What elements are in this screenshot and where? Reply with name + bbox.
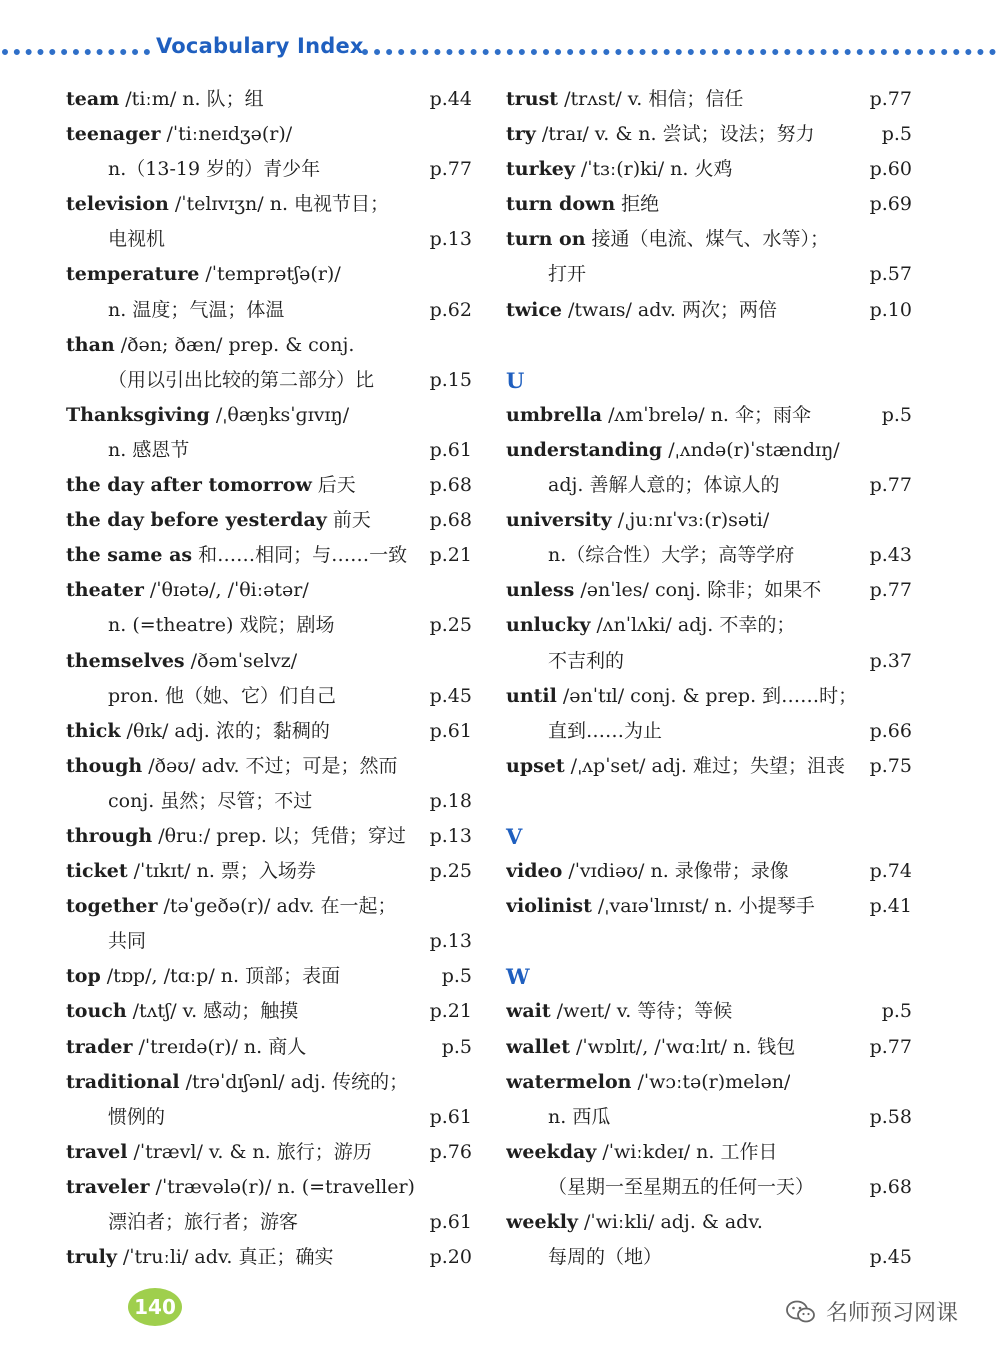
dotted-rule-left: [2, 49, 150, 55]
definition: n. 温度；气温；体温: [108, 298, 285, 321]
headword: violinist: [506, 895, 592, 918]
headword: together: [66, 895, 158, 918]
entry-line: [66, 573, 472, 608]
headword: than: [66, 333, 115, 356]
entry-text: [506, 538, 794, 573]
entry-text: [66, 187, 389, 222]
headword: television: [66, 193, 169, 216]
entry-continuation-line: [506, 1100, 912, 1135]
page-reference: p.20: [429, 1246, 472, 1269]
entry-text: [506, 749, 845, 784]
entry-continuation-line: [66, 293, 472, 328]
definition: 电视机: [108, 228, 166, 251]
headword: touch: [66, 1000, 127, 1023]
entry-line: [66, 328, 472, 363]
entry-line: [66, 819, 472, 854]
entry-text: [506, 433, 840, 468]
page-reference: p.5: [881, 403, 912, 426]
headword: traveler: [66, 1175, 150, 1198]
entry-text: [66, 1135, 372, 1170]
entry-line: [506, 187, 912, 222]
definition: 和……相同；与……一致: [198, 544, 408, 567]
entry-line: [66, 959, 472, 994]
page-reference: p.62: [429, 298, 472, 321]
definition: 每周的（地）: [548, 1246, 663, 1269]
definition: pron. 他（她、它）们自己: [108, 684, 337, 707]
definition: /ˈtruːli/ adv. 真正；确实: [122, 1246, 334, 1269]
section-spacer: [506, 784, 912, 819]
entry-text: [66, 1205, 298, 1240]
entry-line: [66, 644, 472, 679]
headword: turkey: [506, 158, 575, 181]
headword: trader: [66, 1035, 133, 1058]
headword: top: [66, 965, 101, 988]
definition: 共同: [108, 930, 147, 953]
definition: conj. 虽然；尽管；不过: [108, 789, 313, 812]
headword: video: [506, 860, 563, 883]
entry-text: [66, 1170, 415, 1205]
headword: university: [506, 509, 612, 532]
definition: /ˈtɜː(r)ki/ n. 火鸡: [580, 158, 733, 181]
entry-line: [506, 503, 912, 538]
definition: 惯例的: [108, 1105, 166, 1128]
headword: the same as: [66, 544, 193, 567]
entry-text: [506, 573, 821, 608]
definition: 打开: [548, 263, 587, 286]
entry-line: [506, 889, 912, 924]
entry-text: [66, 433, 189, 468]
entry-line: [506, 433, 912, 468]
headword: teenager: [66, 123, 161, 146]
entry-text: [506, 293, 777, 328]
section-letter-label: V: [506, 823, 523, 849]
entry-continuation-line: [66, 784, 472, 819]
entry-line: [66, 538, 472, 573]
page-number-badge: 140: [128, 1288, 182, 1326]
page-reference: p.5: [441, 965, 472, 988]
definition: /twaɪs/ adv. 两次；两倍: [568, 298, 777, 321]
section-spacer: [506, 924, 912, 959]
section-letter: [506, 363, 912, 398]
definition: /weɪt/ v. 等待；等候: [556, 1000, 733, 1023]
page-reference: p.13: [429, 930, 472, 953]
entry-line: [66, 1240, 472, 1275]
section-spacer: [506, 328, 912, 363]
headword: twice: [506, 298, 563, 321]
page-reference: p.21: [429, 1000, 472, 1023]
entry-continuation-line: [506, 1170, 912, 1205]
entry-line: [66, 1135, 472, 1170]
entry-line: [506, 293, 912, 328]
page-reference: p.15: [429, 368, 472, 391]
definition: /ˌʌndə(r)ˈstændɪŋ/: [668, 438, 840, 461]
page-reference: p.13: [429, 228, 472, 251]
headword: watermelon: [506, 1070, 632, 1093]
headword: temperature: [66, 263, 200, 286]
page-reference: p.25: [429, 860, 472, 883]
entry-text: [66, 538, 407, 573]
entry-text: [506, 1100, 610, 1135]
entry-line: [66, 889, 472, 924]
entry-continuation-line: [66, 152, 472, 187]
definition: /ˈvɪdiəʊ/ n. 录像带；录像: [568, 860, 789, 883]
page-reference: p.61: [429, 1105, 472, 1128]
page-reference: p.77: [869, 474, 912, 497]
page-reference: p.37: [869, 649, 912, 672]
headword: weekday: [506, 1140, 597, 1163]
headword: wait: [506, 1000, 551, 1023]
entry-text: [506, 994, 732, 1029]
page-reference: p.45: [429, 684, 472, 707]
watermark-text: 名师预习网课: [826, 1301, 959, 1326]
page-reference: p.57: [869, 263, 912, 286]
entry-line: [66, 1170, 472, 1205]
headword: the day after tomorrow: [66, 474, 312, 497]
headword: turn down: [506, 193, 616, 216]
entry-text: [506, 187, 659, 222]
definition: /ˈθɪətə/, /ˈθiːətər/: [149, 579, 309, 602]
definition: n. 感恩节: [108, 438, 190, 461]
vocabulary-column-left: [66, 82, 472, 1275]
headword: weekly: [506, 1211, 578, 1233]
entry-text: [506, 1065, 790, 1100]
definition: 漂泊者；旅行者；游客: [108, 1211, 299, 1233]
entry-text: [66, 152, 320, 187]
page-reference: p.77: [869, 1035, 912, 1058]
dotted-rule-right: [362, 49, 996, 55]
definition: 拒绝: [621, 193, 660, 216]
entry-line: [506, 994, 912, 1029]
entry-text: [506, 117, 815, 152]
page-reference: p.75: [869, 754, 912, 777]
entry-line: [66, 187, 472, 222]
page-reference: p.61: [429, 1211, 472, 1233]
page-reference: p.13: [429, 824, 472, 847]
headword: through: [66, 824, 153, 847]
definition: /ˌθæŋksˈɡɪvɪŋ/: [215, 403, 350, 426]
definition: /trəˈdɪʃənl/ adj. 传统的；: [185, 1070, 409, 1093]
headword: themselves: [66, 649, 185, 672]
definition: /trʌst/ v. 相信；信任: [564, 88, 744, 110]
entry-line: [506, 117, 912, 152]
definition: /θruː/ prep. 以；凭借；穿过: [158, 824, 406, 847]
entry-continuation-line: [66, 222, 472, 257]
page-reference: p.68: [429, 474, 472, 497]
page-reference: p.76: [429, 1140, 472, 1163]
entry-text: [66, 222, 165, 257]
entry-line: [66, 398, 472, 433]
definition: 直到……为止: [548, 719, 663, 742]
page-reference: p.58: [869, 1105, 912, 1128]
entry-line: [506, 222, 912, 257]
entry-line: [506, 152, 912, 187]
entry-text: [506, 644, 624, 679]
definition: /ˈtrævələ(r)/ n. (=traveller): [155, 1175, 415, 1198]
entry-text: [506, 1170, 814, 1205]
entry-text: [506, 468, 779, 503]
entry-text: [506, 608, 795, 643]
entry-line: [66, 749, 472, 784]
entry-line: [506, 1205, 912, 1240]
entry-text: [506, 889, 815, 924]
headword: though: [66, 754, 143, 777]
definition: /ˈtiːneɪdʒə(r)/: [166, 123, 293, 146]
entry-text: [66, 1030, 306, 1065]
entry-line: [506, 1135, 912, 1170]
definition: 后天: [317, 474, 356, 497]
entry-line: [66, 257, 472, 292]
headword: traditional: [66, 1070, 180, 1093]
entry-continuation-line: [506, 644, 912, 679]
entry-line: [506, 608, 912, 643]
definition: /θɪk/ adj. 浓的；黏稠的: [126, 719, 330, 742]
headword: wallet: [506, 1035, 570, 1058]
entry-line: [506, 573, 912, 608]
definition: /təˈɡeðə(r)/ adv. 在一起；: [163, 895, 397, 918]
definition: /tʌtʃ/ v. 感动；触摸: [132, 1000, 299, 1023]
entry-text: [506, 1030, 795, 1065]
entry-line: [66, 1030, 472, 1065]
entry-text: [66, 1100, 165, 1135]
entry-continuation-line: [506, 714, 912, 749]
headword: travel: [66, 1140, 128, 1163]
entry-text: [506, 222, 829, 257]
definition: /tɒp/, /tɑːp/ n. 顶部；表面: [106, 965, 341, 988]
entry-line: [66, 82, 472, 117]
definition: n. (=theatre) 戏院；剧场: [108, 614, 335, 637]
entry-text: [66, 784, 312, 819]
definition: /ˈwiːkdeɪ/ n. 工作日: [602, 1140, 778, 1163]
entry-text: [66, 889, 397, 924]
definition: /ənˈtɪl/ conj. & prep. 到……时；: [562, 684, 858, 707]
definition: /ˌjuːnɪˈvɜː(r)səti/: [617, 509, 770, 532]
entry-text: [506, 257, 586, 292]
entry-text: [66, 608, 335, 643]
page-reference: p.66: [869, 719, 912, 742]
definition: /ˈtemprətʃə(r)/: [205, 263, 341, 286]
entry-text: [66, 924, 146, 959]
entry-line: [66, 117, 472, 152]
entry-text: [506, 679, 857, 714]
page-reference: p.68: [429, 509, 472, 532]
entry-continuation-line: [506, 538, 912, 573]
entry-line: [66, 503, 472, 538]
entry-line: [506, 749, 912, 784]
definition: /tiːm/ n. 队；组: [125, 88, 264, 110]
entry-text: [506, 82, 743, 117]
entry-continuation-line: [66, 924, 472, 959]
entry-text: [506, 1135, 777, 1170]
entry-line: [506, 1030, 912, 1065]
headword: upset: [506, 754, 565, 777]
page-header: [0, 30, 1000, 70]
section-letter-label: U: [506, 367, 525, 393]
headword: thick: [66, 719, 121, 742]
page-reference: p.68: [869, 1175, 912, 1198]
entry-continuation-line: [506, 468, 912, 503]
entry-text: [66, 644, 297, 679]
page-reference: p.69: [869, 193, 912, 216]
definition: /ˈwɔːtə(r)melən/: [637, 1070, 791, 1093]
entry-text: [506, 152, 733, 187]
definition: /ˈwɒlɪt/, /ˈwɑːlɪt/ n. 钱包: [575, 1035, 796, 1058]
entry-continuation-line: [66, 679, 472, 714]
page-title: Vocabulary Index: [156, 34, 364, 58]
section-letter: [506, 819, 912, 854]
page-reference: p.77: [429, 158, 472, 181]
entry-line: [66, 994, 472, 1029]
definition: /ˈwiːkli/ adj. & adv.: [583, 1211, 763, 1233]
entry-text: [66, 749, 398, 784]
page-reference: p.61: [429, 438, 472, 461]
page-reference: p.5: [881, 123, 912, 146]
definition: /ðəʊ/ adv. 不过；可是；然而: [148, 754, 398, 777]
entry-text: [66, 468, 356, 503]
definition: /ˌʌpˈset/ adj. 难过；失望；沮丧: [570, 754, 845, 777]
definition: /ˈtɪkɪt/ n. 票；入场券: [133, 860, 316, 883]
entry-text: [66, 714, 330, 749]
definition: adj. 善解人意的；体谅人的: [548, 474, 780, 497]
headword: understanding: [506, 438, 663, 461]
entry-line: [66, 1065, 472, 1100]
definition: 接通（电流、煤气、水等）；: [591, 228, 830, 251]
headword: umbrella: [506, 403, 603, 426]
entry-line: [506, 82, 912, 117]
entry-text: [506, 1205, 763, 1240]
entry-line: [506, 679, 912, 714]
page-reference: p.44: [429, 88, 472, 110]
entry-continuation-line: [66, 1100, 472, 1135]
entry-text: [66, 117, 292, 152]
page-reference: p.43: [869, 544, 912, 567]
definition: n.（综合性）大学；高等学府: [548, 544, 795, 567]
entry-text: [66, 82, 264, 117]
page-reference: p.77: [869, 579, 912, 602]
page-reference: p.45: [869, 1246, 912, 1269]
definition: n.（13-19 岁的）青少年: [108, 158, 321, 181]
entry-line: [66, 468, 472, 503]
entry-text: [66, 1065, 408, 1100]
definition: /ˌvaɪəˈlɪnɪst/ n. 小提琴手: [597, 895, 815, 918]
page-reference: p.21: [429, 544, 472, 567]
entry-line: [66, 714, 472, 749]
definition: /ˈtreɪdə(r)/ n. 商人: [138, 1035, 307, 1058]
headword: Thanksgiving: [66, 403, 210, 426]
headword: the day before yesterday: [66, 509, 327, 532]
vocabulary-column-right: [506, 82, 912, 1275]
page-reference: p.74: [869, 860, 912, 883]
entry-line: [66, 854, 472, 889]
headword: ticket: [66, 860, 128, 883]
entry-text: [506, 398, 811, 433]
definition: /traɪ/ v. & n. 尝试；设法；努力: [541, 123, 815, 146]
entry-text: [66, 503, 371, 538]
definition: （用以引出比较的第二部分）比: [108, 368, 375, 391]
entry-continuation-line: [66, 433, 472, 468]
definition: /ˈtelɪvɪʒn/ n. 电视节目；: [174, 193, 390, 216]
wechat-icon: [786, 1299, 816, 1325]
headword: turn on: [506, 228, 586, 251]
entry-text: [66, 328, 354, 363]
entry-text: [66, 854, 316, 889]
entry-text: [506, 714, 662, 749]
watermark: [786, 1296, 958, 1327]
definition: n. 西瓜: [548, 1105, 611, 1128]
entry-text: [66, 398, 349, 433]
entry-continuation-line: [66, 1205, 472, 1240]
page-reference: p.41: [869, 895, 912, 918]
page-reference: p.25: [429, 614, 472, 637]
page-reference: p.77: [869, 88, 912, 110]
entry-line: [506, 854, 912, 889]
entry-continuation-line: [66, 363, 472, 398]
entry-text: [506, 854, 789, 889]
headword: team: [66, 88, 120, 110]
entry-text: [66, 1240, 333, 1275]
definition: （星期一至星期五的任何一天）: [548, 1175, 815, 1198]
entry-line: [506, 1065, 912, 1100]
entry-text: [506, 1240, 662, 1275]
entry-text: [66, 959, 340, 994]
entry-text: [66, 363, 374, 398]
entry-continuation-line: [506, 257, 912, 292]
page-reference: p.61: [429, 719, 472, 742]
section-letter-label: W: [506, 964, 530, 990]
definition: /ʌmˈbrelə/ n. 伞；雨伞: [608, 403, 812, 426]
definition: /ʌnˈlʌki/ adj. 不幸的；: [596, 614, 796, 637]
page-reference: p.18: [429, 789, 472, 812]
entry-continuation-line: [506, 1240, 912, 1275]
definition: 前天: [332, 509, 371, 532]
page-reference: p.5: [441, 1035, 472, 1058]
page-reference: p.60: [869, 158, 912, 181]
entry-text: [66, 819, 406, 854]
page-reference: p.10: [869, 298, 912, 321]
headword: try: [506, 123, 536, 146]
section-letter: [506, 959, 912, 994]
headword: unless: [506, 579, 575, 602]
entry-continuation-line: [66, 608, 472, 643]
entry-text: [66, 994, 298, 1029]
definition: /ðəmˈselvz/: [190, 649, 298, 672]
headword: truly: [66, 1246, 117, 1269]
definition: 不吉利的: [548, 649, 625, 672]
headword: trust: [506, 88, 559, 110]
page-reference: p.5: [881, 1000, 912, 1023]
headword: until: [506, 684, 557, 707]
entry-text: [66, 257, 341, 292]
entry-text: [66, 293, 284, 328]
entry-text: [506, 503, 769, 538]
entry-line: [506, 398, 912, 433]
definition: /ˈtrævl/ v. & n. 旅行；游历: [133, 1140, 372, 1163]
entry-text: [66, 573, 309, 608]
entry-text: [66, 679, 336, 714]
headword: unlucky: [506, 614, 591, 637]
headword: theater: [66, 579, 144, 602]
definition: /ðən; ðæn/ prep. & conj.: [120, 333, 355, 356]
definition: /ənˈles/ conj. 除非；如果不: [580, 579, 822, 602]
